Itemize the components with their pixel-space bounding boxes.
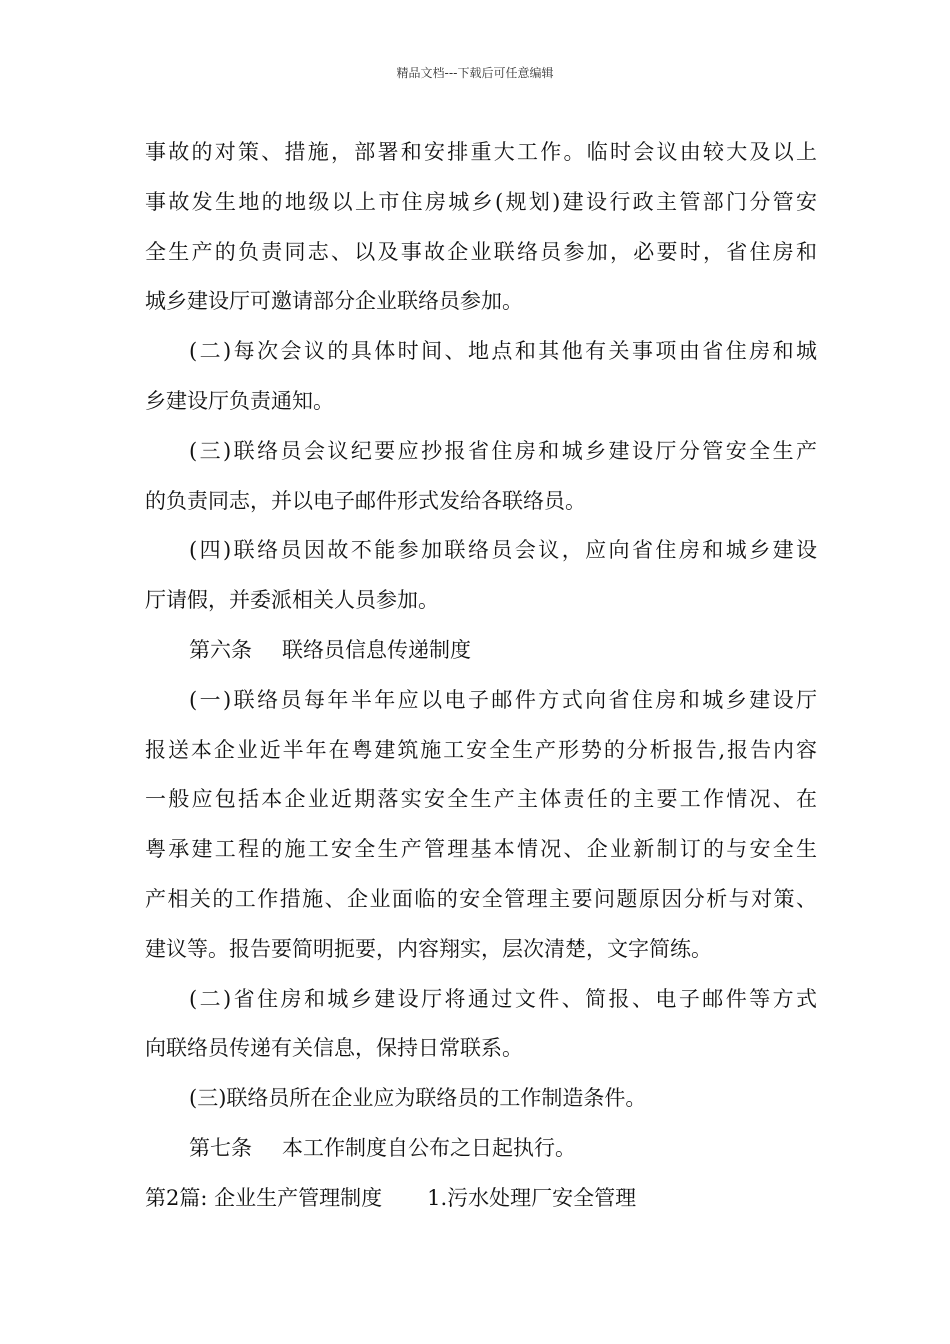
article-title: 联络员信息传递制度 bbox=[282, 637, 471, 662]
paragraph-line: (三)联络员所在企业应为联络员的工作制造条件。 bbox=[189, 1086, 647, 1111]
paragraph-line: 的负责同志，并以电子邮件形式发给各联络员。 bbox=[145, 488, 586, 513]
chapter-item: 1.污水处理厂安全管理 bbox=[427, 1185, 637, 1210]
paragraph-line: 产相关的工作措施、企业面临的安全管理主要问题原因分析与对策、 bbox=[145, 886, 817, 911]
paragraph-line: (二)省住房和城乡建设厅将通过文件、简报、电子邮件等方式 bbox=[189, 986, 817, 1011]
paragraph-line: 全生产的负责同志、以及事故企业联络员参加，必要时，省住房和 bbox=[145, 239, 817, 264]
paragraph-line: 报送本企业近半年在粤建筑施工安全生产形势的分析报告,报告内容 bbox=[145, 737, 817, 762]
paragraph-line: (四)联络员因故不能参加联络员会议，应向省住房和城乡建设 bbox=[189, 538, 817, 563]
paragraph-line: (二)每次会议的具体时间、地点和其他有关事项由省住房和城 bbox=[189, 339, 817, 364]
page-header: 精品文档---下载后可任意编辑 bbox=[396, 66, 554, 80]
chapter-label: 第2篇: bbox=[145, 1185, 208, 1210]
paragraph-line: 粤承建工程的施工安全生产管理基本情况、企业新制订的与安全生 bbox=[145, 837, 817, 862]
chapter-heading bbox=[145, 1174, 817, 1224]
paragraph-line: 向联络员传递有关信息，保持日常联系。 bbox=[145, 1036, 523, 1061]
chapter-title: 企业生产管理制度 bbox=[214, 1185, 383, 1210]
paragraph-line: 建议等。报告要简明扼要，内容翔实，层次清楚，文字简练。 bbox=[145, 936, 712, 961]
paragraph-line: (三)联络员会议纪要应抄报省住房和城乡建设厅分管安全生产 bbox=[189, 438, 817, 463]
paragraph-line: (一)联络员每年半年应以电子邮件方式向省住房和城乡建设厅 bbox=[189, 687, 817, 712]
article-title: 本工作制度自公布之日起执行。 bbox=[282, 1135, 576, 1160]
paragraph-line: 城乡建设厅可邀请部分企业联络员参加。 bbox=[145, 289, 523, 314]
paragraph-line: 事故发生地的地级以上市住房城乡(规划)建设行政主管部门分管安 bbox=[145, 189, 817, 214]
article-heading bbox=[145, 626, 817, 676]
article-heading bbox=[145, 1124, 817, 1174]
paragraph-line: 乡建设厅负责通知。 bbox=[145, 388, 334, 413]
article-label: 第六条 bbox=[189, 637, 252, 662]
paragraph-line: 厅请假，并委派相关人员参加。 bbox=[145, 588, 439, 613]
document-body bbox=[145, 128, 817, 1224]
article-label: 第七条 bbox=[189, 1135, 252, 1160]
paragraph-line: 事故的对策、措施，部署和安排重大工作。临时会议由较大及以上 bbox=[145, 140, 817, 164]
paragraph-line: 一般应包括本企业近期落实安全生产主体责任的主要工作情况、在 bbox=[145, 787, 817, 812]
